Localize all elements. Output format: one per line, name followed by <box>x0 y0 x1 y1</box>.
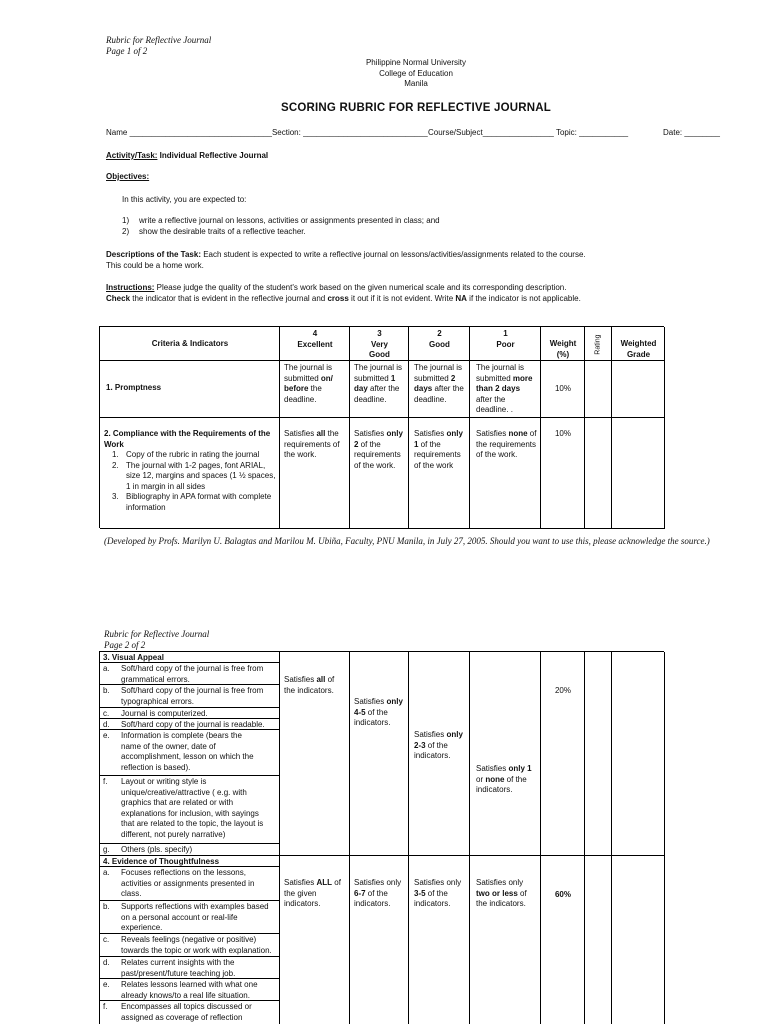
promptness-excellent <box>284 363 347 405</box>
desc-c: or <box>476 774 486 784</box>
item-text: Focuses reflections on the lessons, activities or assignments presented in class. <box>121 868 255 899</box>
label-poor: Poor <box>496 339 515 349</box>
promptness-weight: 10% <box>554 384 571 393</box>
check-word: Check <box>106 294 131 303</box>
desc-c: of the requirements of the work. <box>354 439 401 470</box>
desc-b: two or less <box>476 888 518 898</box>
desc-b: only 2 <box>354 429 403 449</box>
desc-a: Satisfies <box>414 429 447 438</box>
desc-b: only 1 <box>508 764 532 773</box>
compliance-weight: 10% <box>554 429 571 438</box>
instructions-text: Please judge the quality of the student's work based on the given numerical scale and its corresponding description. <box>154 283 567 292</box>
date-field: Date: ________ <box>663 128 720 137</box>
header-weighted-grade <box>612 339 665 360</box>
desc-b: more than 2 days <box>476 373 533 394</box>
city-name: Manila <box>404 79 428 89</box>
promptness-poor <box>476 363 538 416</box>
activity-line <box>106 151 268 162</box>
criteria-compliance <box>104 429 276 513</box>
rubric-table-page2 <box>99 651 664 1024</box>
university-name: Philippine Normal University <box>365 58 467 67</box>
weighted-grade-cell[interactable] <box>612 652 665 856</box>
desc-c: the requirements of the work. <box>284 429 340 460</box>
rating-cell[interactable] <box>585 856 612 1024</box>
objective-item-1 <box>122 216 440 227</box>
indicator-list <box>103 868 277 1024</box>
header-good <box>409 329 470 350</box>
criteria-title: 2. Compliance with the Requirements of the Work <box>104 429 271 449</box>
criteria-title: 4. Evidence of Thoughtfulness <box>103 857 220 866</box>
desc-a: Satisfies <box>284 878 317 887</box>
cross-word: cross <box>327 294 349 303</box>
weighted-grade-cell[interactable] <box>612 418 665 529</box>
item-number: f. <box>103 1002 108 1011</box>
header-very-good <box>350 329 409 361</box>
item-text: Relates current insights with the past/present/future teaching job. <box>121 958 236 978</box>
desc-a: Satisfies <box>284 429 317 438</box>
objective-text: write a reflective journal on lessons, activities or assignments presented in class; and <box>139 216 440 225</box>
promptness-good <box>414 363 468 405</box>
item-number: b. <box>103 902 110 911</box>
weighted-grade-cell[interactable] <box>612 856 665 1024</box>
cell <box>470 652 541 856</box>
item-number: 1. <box>112 450 119 460</box>
compliance-very-good <box>354 429 407 471</box>
desc-c: after the deadline. <box>354 384 400 404</box>
list-item <box>103 686 277 709</box>
name-section-field: Name ________________________________Section: ____________________________ <box>106 128 428 137</box>
visual-good <box>414 730 466 762</box>
label-good: Good <box>369 350 390 360</box>
item-number: a. <box>103 664 110 673</box>
item-number: a. <box>103 868 110 877</box>
desc-a: Satisfies only <box>414 878 462 887</box>
compliance-good <box>414 429 468 471</box>
item-text: Soft/hard copy of the journal is free from grammatical errors. <box>121 664 264 684</box>
criteria-visual-appeal <box>103 653 277 856</box>
thoughtfulness-weight: 60% <box>554 890 571 899</box>
header-title: Rubric for Reflective Journal <box>104 629 210 639</box>
desc-c: of the requirements of the work <box>414 439 461 470</box>
list-item <box>103 958 277 980</box>
institution-block <box>0 58 768 90</box>
item-number: g. <box>103 845 110 854</box>
item-text: Others (pls. specify) <box>121 845 193 854</box>
desc-b: 6-7 <box>354 888 366 898</box>
item-number: e. <box>103 731 110 740</box>
list-item <box>103 777 277 845</box>
compliance-poor <box>476 429 538 461</box>
item-number: 2. <box>112 460 119 470</box>
label-weight-unit: (%) <box>556 349 570 359</box>
desc-a: Satisfies <box>354 697 387 706</box>
item-text: Layout or writing style is unique/creative/attractive ( e.g. with graphics that are related or with explanations for inclusion, with sayings that are related to the topic, the layout is different, not purely narrative) <box>121 777 264 839</box>
instructions-label: Instructions: <box>106 283 155 292</box>
desc-b: ALL <box>316 878 333 887</box>
instructions-cont <box>106 294 581 305</box>
header-excellent <box>280 329 350 350</box>
rating-cell[interactable] <box>585 361 612 418</box>
desc-c: of the given indicators. <box>284 878 341 909</box>
desc-a: The journal is submitted <box>414 363 463 383</box>
list-item <box>103 902 277 935</box>
desc-b: only 2-3 <box>414 730 463 750</box>
header-criteria: Criteria & Indicators <box>151 339 229 348</box>
item-text: Soft/hard copy of the journal is readable. <box>121 720 265 729</box>
promptness-very-good <box>354 363 407 405</box>
task-description-cont: This could be a home work. <box>106 261 204 270</box>
page-header <box>104 629 209 651</box>
item-text: Reveals feelings (negative or positive) towards the topic or work with explanation. <box>121 935 272 955</box>
desc-e: of the indicators. <box>476 774 527 795</box>
item-text: Information is complete (bears the name of the owner, date of accomplishment, lesson on which the reflection is based). <box>121 731 254 772</box>
instructions-text-c: if the indicator is not applicable. <box>466 294 581 303</box>
desc-a: The journal is submitted <box>354 363 403 383</box>
desc-a: The journal is submitted <box>476 363 525 383</box>
list-item <box>103 868 277 902</box>
desc-a: The journal is submitted <box>284 363 333 383</box>
item-number: f. <box>103 777 108 786</box>
label-very: Very <box>371 339 388 349</box>
desc-a: Satisfies only <box>476 878 524 887</box>
rubric-table-page1 <box>99 326 664 528</box>
desc-c: after the deadline. . <box>476 394 513 415</box>
footnote: (Developed by Profs. Marilyn U. Balagtas and Marilou M. Ubiña, Faculty, PNU Manila, in July 27, 2005. Should you want to use this, please acknowledge the source.) <box>104 536 710 546</box>
desc-c: of the indicators. <box>354 888 391 909</box>
header-rating: Rating <box>594 334 602 355</box>
visual-very-good <box>354 697 406 729</box>
visual-weight: 20% <box>554 686 571 695</box>
label-excellent: Excellent <box>297 339 333 349</box>
thoughtfulness-excellent <box>284 878 346 910</box>
item-number: c. <box>103 935 110 944</box>
objectives-intro: In this activity, you are expected to: <box>122 195 247 204</box>
instructions-text-b: it out if it is not evident. Write <box>348 294 456 303</box>
list-item <box>103 720 277 731</box>
list-item <box>112 450 276 461</box>
rating-cell[interactable] <box>585 418 612 529</box>
desc-a: Satisfies <box>476 429 509 438</box>
desc-c: of the indicators. <box>284 675 335 695</box>
desc-c: of the indicators. <box>476 888 527 909</box>
cell <box>541 856 585 1024</box>
item-number: d. <box>103 720 110 729</box>
desc-c: of the requirements of the work. <box>476 429 537 460</box>
desc-a: Satisfies <box>284 675 317 684</box>
list-item <box>103 664 277 686</box>
task-description <box>106 250 586 261</box>
na-word: NA <box>455 294 467 303</box>
item-text: Copy of the rubric in rating the journal <box>126 450 260 460</box>
score-2: 2 <box>437 329 442 338</box>
list-item <box>103 935 277 958</box>
list-item <box>103 980 277 1002</box>
objective-number: 2) <box>122 227 130 236</box>
compliance-excellent <box>284 429 347 461</box>
desc-c: after the deadline. <box>414 384 464 404</box>
requirement-list <box>104 450 276 513</box>
list-item <box>103 709 277 720</box>
desc-d: none <box>485 774 505 784</box>
desc-b: on/ before <box>284 373 333 394</box>
desc-b: all <box>316 429 326 438</box>
instructions-text-a: the indicator that is evident in the reflective journal and <box>130 294 328 303</box>
desc-a: Satisfies only <box>354 878 402 887</box>
desc-b: 2 days <box>414 373 456 394</box>
thoughtfulness-good <box>414 878 468 910</box>
objective-number: 1) <box>122 216 130 225</box>
list-item <box>103 845 277 856</box>
list-item <box>103 731 277 777</box>
rating-cell[interactable] <box>585 652 612 856</box>
page-header <box>106 35 211 57</box>
visual-excellent <box>284 675 344 696</box>
item-text: Encompasses all topics discussed or assigned as coverage of reflection <box>121 1002 252 1022</box>
item-text: Relates lessons learned with what one already knows/to a real life situation. <box>121 980 258 1000</box>
weighted-grade-cell[interactable] <box>612 361 665 418</box>
score-3: 3 <box>377 329 382 338</box>
desc-b: 3-5 <box>414 888 426 898</box>
desc-b: only 1 <box>414 429 463 449</box>
score-4: 4 <box>312 329 318 338</box>
desc-a: Satisfies <box>354 429 387 438</box>
task-description-label: Descriptions of the Task: <box>106 250 201 259</box>
desc-c: of the indicators. <box>414 740 451 761</box>
thoughtfulness-poor <box>476 878 538 910</box>
label-grade: Grade <box>626 349 651 359</box>
label-weighted: Weighted <box>620 339 657 348</box>
item-number: d. <box>103 958 110 967</box>
item-text: Bibliography in APA format with complete information <box>126 492 272 512</box>
objective-text: show the desirable traits of a reflective teacher. <box>139 227 306 236</box>
item-number: b. <box>103 686 110 695</box>
item-text: Soft/hard copy of the journal is free from typographical errors. <box>121 686 264 706</box>
desc-c: the deadline. <box>284 384 322 404</box>
cell <box>541 652 585 856</box>
objective-item-2 <box>122 227 306 238</box>
cell <box>350 652 409 856</box>
criteria-promptness: 1. Promptness <box>106 383 162 392</box>
document-title: SCORING RUBRIC FOR REFLECTIVE JOURNAL <box>281 102 551 114</box>
activity-label: Activity/Task: <box>106 151 158 160</box>
desc-c: of the indicators. <box>354 707 391 728</box>
desc-b: only 4-5 <box>354 697 403 717</box>
item-text: Supports reflections with examples based on a personal account or real-life experience. <box>121 902 269 933</box>
item-number: c. <box>103 709 110 718</box>
list-item <box>103 1002 277 1024</box>
header-page-number: Page 1 of 2 <box>106 45 148 56</box>
list-item <box>112 492 276 513</box>
criteria-thoughtfulness <box>103 857 277 1024</box>
desc-a: Satisfies <box>476 764 509 773</box>
college-name: College of Education <box>379 68 453 78</box>
indicator-list <box>103 664 277 856</box>
item-text: The journal with 1-2 pages, font ARIAL, size 12, margins and spaces (1 ½ spaces, 1 in margin in all sides <box>126 460 276 491</box>
objectives-label: Objectives: <box>106 172 150 181</box>
desc-c: of the indicators. <box>414 888 451 909</box>
visual-poor <box>476 764 538 796</box>
criteria-title: 3. Visual Appeal <box>103 653 164 662</box>
score-1: 1 <box>503 329 508 338</box>
task-description-text: Each student is expected to write a reflective journal on lessons/activities/assignments related to the course. <box>200 250 586 259</box>
desc-a: Satisfies <box>414 730 447 739</box>
header-poor <box>470 329 541 350</box>
activity-value: Individual Reflective Journal <box>157 151 269 160</box>
desc-b: 1 day <box>354 373 396 394</box>
instructions <box>106 283 566 294</box>
label-good: Good <box>429 339 450 349</box>
thoughtfulness-very-good <box>354 878 408 910</box>
header-page-number: Page 2 of 2 <box>104 639 146 650</box>
header-weight <box>541 339 585 360</box>
label-weight: Weight <box>549 339 577 348</box>
header-title: Rubric for Reflective Journal <box>106 35 212 45</box>
course-topic-field: Course/Subject________________ Topic: ___________ <box>428 128 629 137</box>
item-number: 3. <box>112 492 119 502</box>
desc-b: all <box>316 675 326 684</box>
item-number: e. <box>103 980 110 989</box>
desc-b: none <box>508 429 528 438</box>
item-text: Journal is computerized. <box>121 709 208 718</box>
list-item <box>112 461 276 493</box>
